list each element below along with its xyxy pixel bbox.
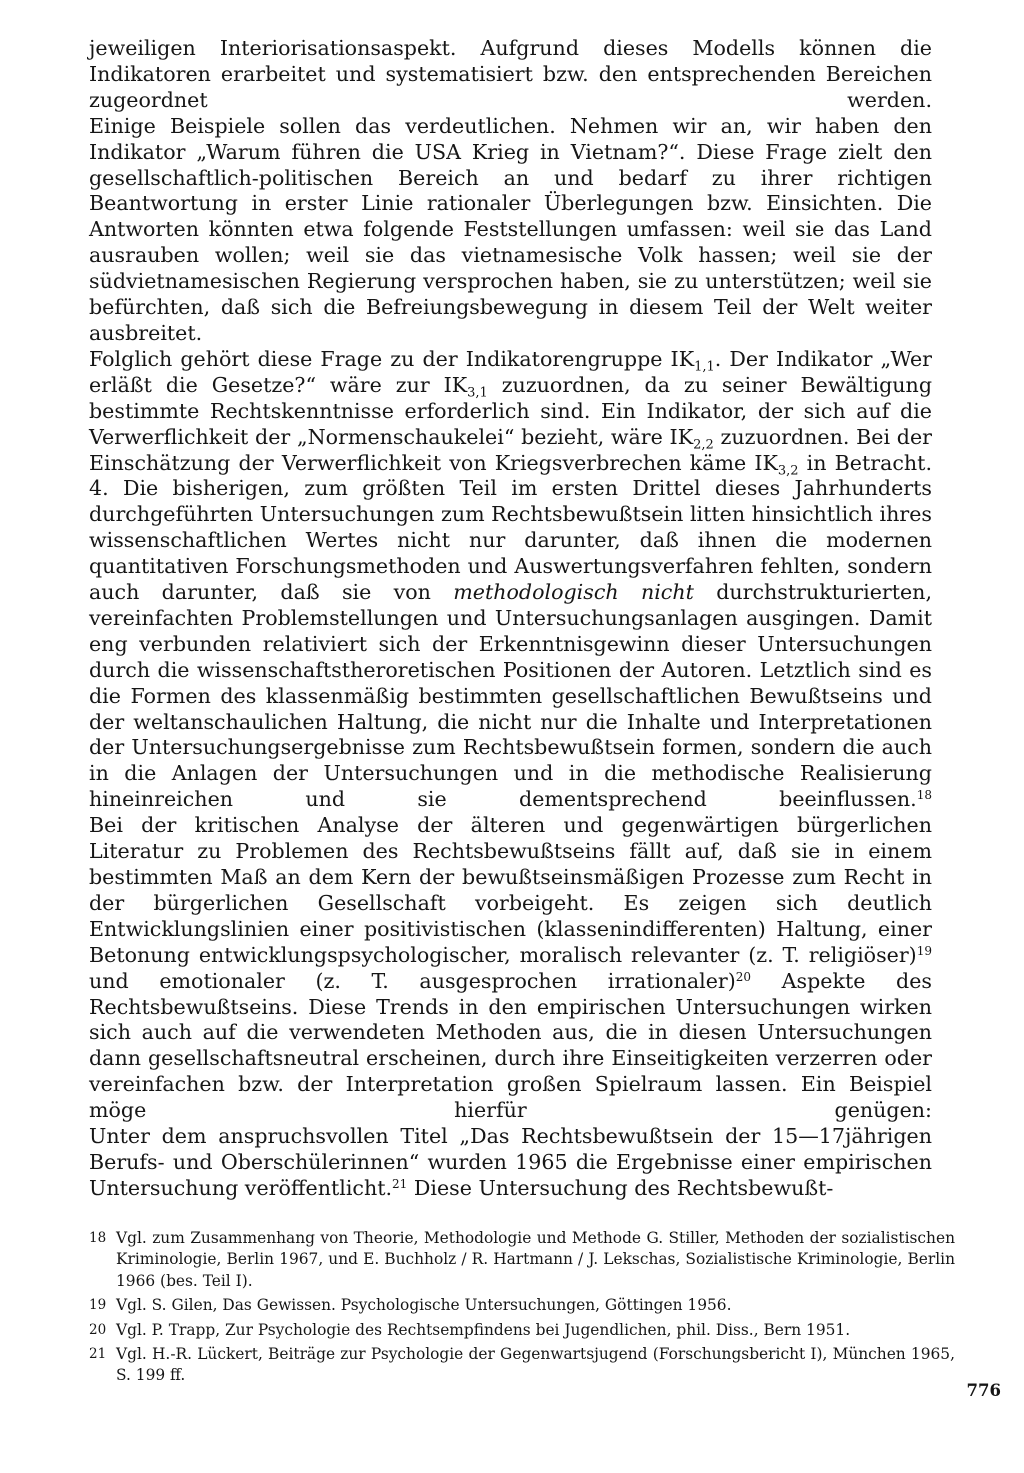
main-text [89, 36, 932, 1202]
paragraph: Unter dem anspruchsvollen Titel „Das Rechtsbewußtsein der 15—17jährigen Berufs- und Oberschülerinnen“ wurden 1965 die Ergebnisse einer empirischen Untersuchung veröffentlicht.$^{21}$ Diese Untersuchung des Rechtsbewußt- [89, 1124, 932, 1200]
footnotes [89, 1228, 955, 1390]
paragraph: jeweiligen Interiorisationsaspekt. Aufgrund dieses Modells können die Indikatoren erarbeitet und systematisiert bzw. den entsprechenden Bereichen zugeordnet werden. [89, 36, 932, 112]
paragraph: 4. Die bisherigen, zum größten Teil im ersten Drittel dieses Jahrhunderts durchgeführten Untersuchungen zum Rechtsbewußtsein litten hinsichtlich ihres wissenschaftlichen Wertes nicht nur darunter, daß ihnen die modernen quantitativen Forschungsmethoden und Auswertungsverfahren fehlten, sondern auch darunter, daß sie von methodologisch nicht durchstrukturierten, vereinfachten Problemstellungen und Untersuchungsanlagen ausgingen. Damit eng verbunden relativiert sich der Erkenntnisgewinn dieser Untersuchungen durch die wissenschaftstheroretischen Positionen der Autoren. Letztlich sind es die Formen des klassenmäßig bestimmten gesellschaftlichen Bewußtseins und der weltanschaulichen Haltung, die nicht nur die Inhalte und Interpretationen der Untersuchungsergebnisse zum Rechtsbewußtsein formen, sondern die auch in die Anlagen der Untersuchungen und in die methodische Realisierung hineinreichen und sie dementsprechend beeinflussen.$^{18}$ [89, 476, 932, 812]
paragraph: Folglich gehört diese Frage zu der Indikatorengruppe $IK_{1,1}$. Der Indikator „Wer erläßt die Gesetze?“ wäre zur $IK_{3,1}$ zuzuordnen, da zu seiner Bewältigung bestimmte Rechtskenntnisse erforderlich sind. Ein Indikator, der sich auf die Verwerflichkeit der „Normenschaukelei“ bezieht, wäre $IK_{2,2}$ zuzuordnen. Bei der Einschätzung der Verwerflichkeit von Kriegsverbrechen käme $IK_{3,2}$ in Betracht. [89, 346, 933, 479]
footnote [89, 1320, 955, 1341]
footnote-text: Vgl. zum Zusammenhang von Theorie, Methodologie und Methode G. Stiller, Methoden der sozialistischen Kriminologie, Berlin 1967, und E. Buchholz / R. Hartmann / J. Lekschas, Sozialistische Kriminologie, Berlin 1966 (bes. Teil I). [116, 1229, 955, 1290]
footnote-number: 19 [89, 1297, 107, 1314]
footnote [89, 1344, 955, 1387]
footnote-text: Vgl. H.-R. Lückert, Beiträge zur Psychologie der Gegenwartsjugend (Forschungsbericht I), München 1965, S. 199 ff. [116, 1345, 955, 1385]
footnote-text: Vgl. S. Gilen, Das Gewissen. Psychologische Untersuchungen, Göttingen 1956. [116, 1296, 732, 1315]
paragraph: Einige Beispiele sollen das verdeutlichen. Nehmen wir an, wir haben den Indikator „Warum führen die USA Krieg in Vietnam?“. Diese Frage zielt den gesellschaftlich-politischen Bereich an und bedarf zu ihrer richtigen Beantwortung in erster Linie rationaler Überlegungen bzw. Einsichten. Die Antworten könnten etwa folgende Feststellungen umfassen: weil sie das Land ausrauben wollen; weil sie das vietnamesische Volk hassen; weil sie der südvietnamesischen Regierung versprochen haben, sie zu unterstützen; weil sie befürchten, daß sich die Befreiungsbewegung in diesem Teil der Welt weiter ausbreitet. [89, 113, 932, 345]
footnote [89, 1228, 955, 1292]
footnote-number: 21 [89, 1346, 107, 1363]
page-number: 776 [966, 1381, 1001, 1400]
footnote-number: 18 [89, 1230, 107, 1246]
paragraph: Bei der kritischen Analyse der älteren und gegenwärtigen bürgerlichen Literatur zu Problemen des Rechtsbewußtseins fällt auf, daß sie in einem bestimmten Maß an dem Kern der bewußtseinsmäßigen Prozesse zum Recht in der bürgerlichen Gesellschaft vorbeigeht. Es zeigen sich deutlich Entwicklungslinien einer positivistischen (klassenindifferenten) Haltung, einer Betonung entwicklungspsychologischer, moralisch relevanter (z. T. religiöser)$^{19}$ und emotionaler (z. T. ausgesprochen irrationaler)$^{20}$ Aspekte des Rechtsbewußtseins. Diese Trends in den empirischen Untersuchungen wirken sich auch auf die verwendeten Methoden aus, die in diesen Untersuchungen dann gesellschaftsneutral erscheinen, durch ihre Einseitigkeiten verzerren oder vereinfachen bzw. der Interpretation großen Spielraum lassen. Ein Beispiel möge hierfür genügen: [89, 813, 932, 1123]
footnote-text: Vgl. P. Trapp, Zur Psychologie des Rechtsempfindens bei Jugendlichen, phil. Diss., Bern 1951. [116, 1320, 851, 1339]
footnote-number: 20 [89, 1321, 107, 1338]
footnote [89, 1295, 955, 1316]
